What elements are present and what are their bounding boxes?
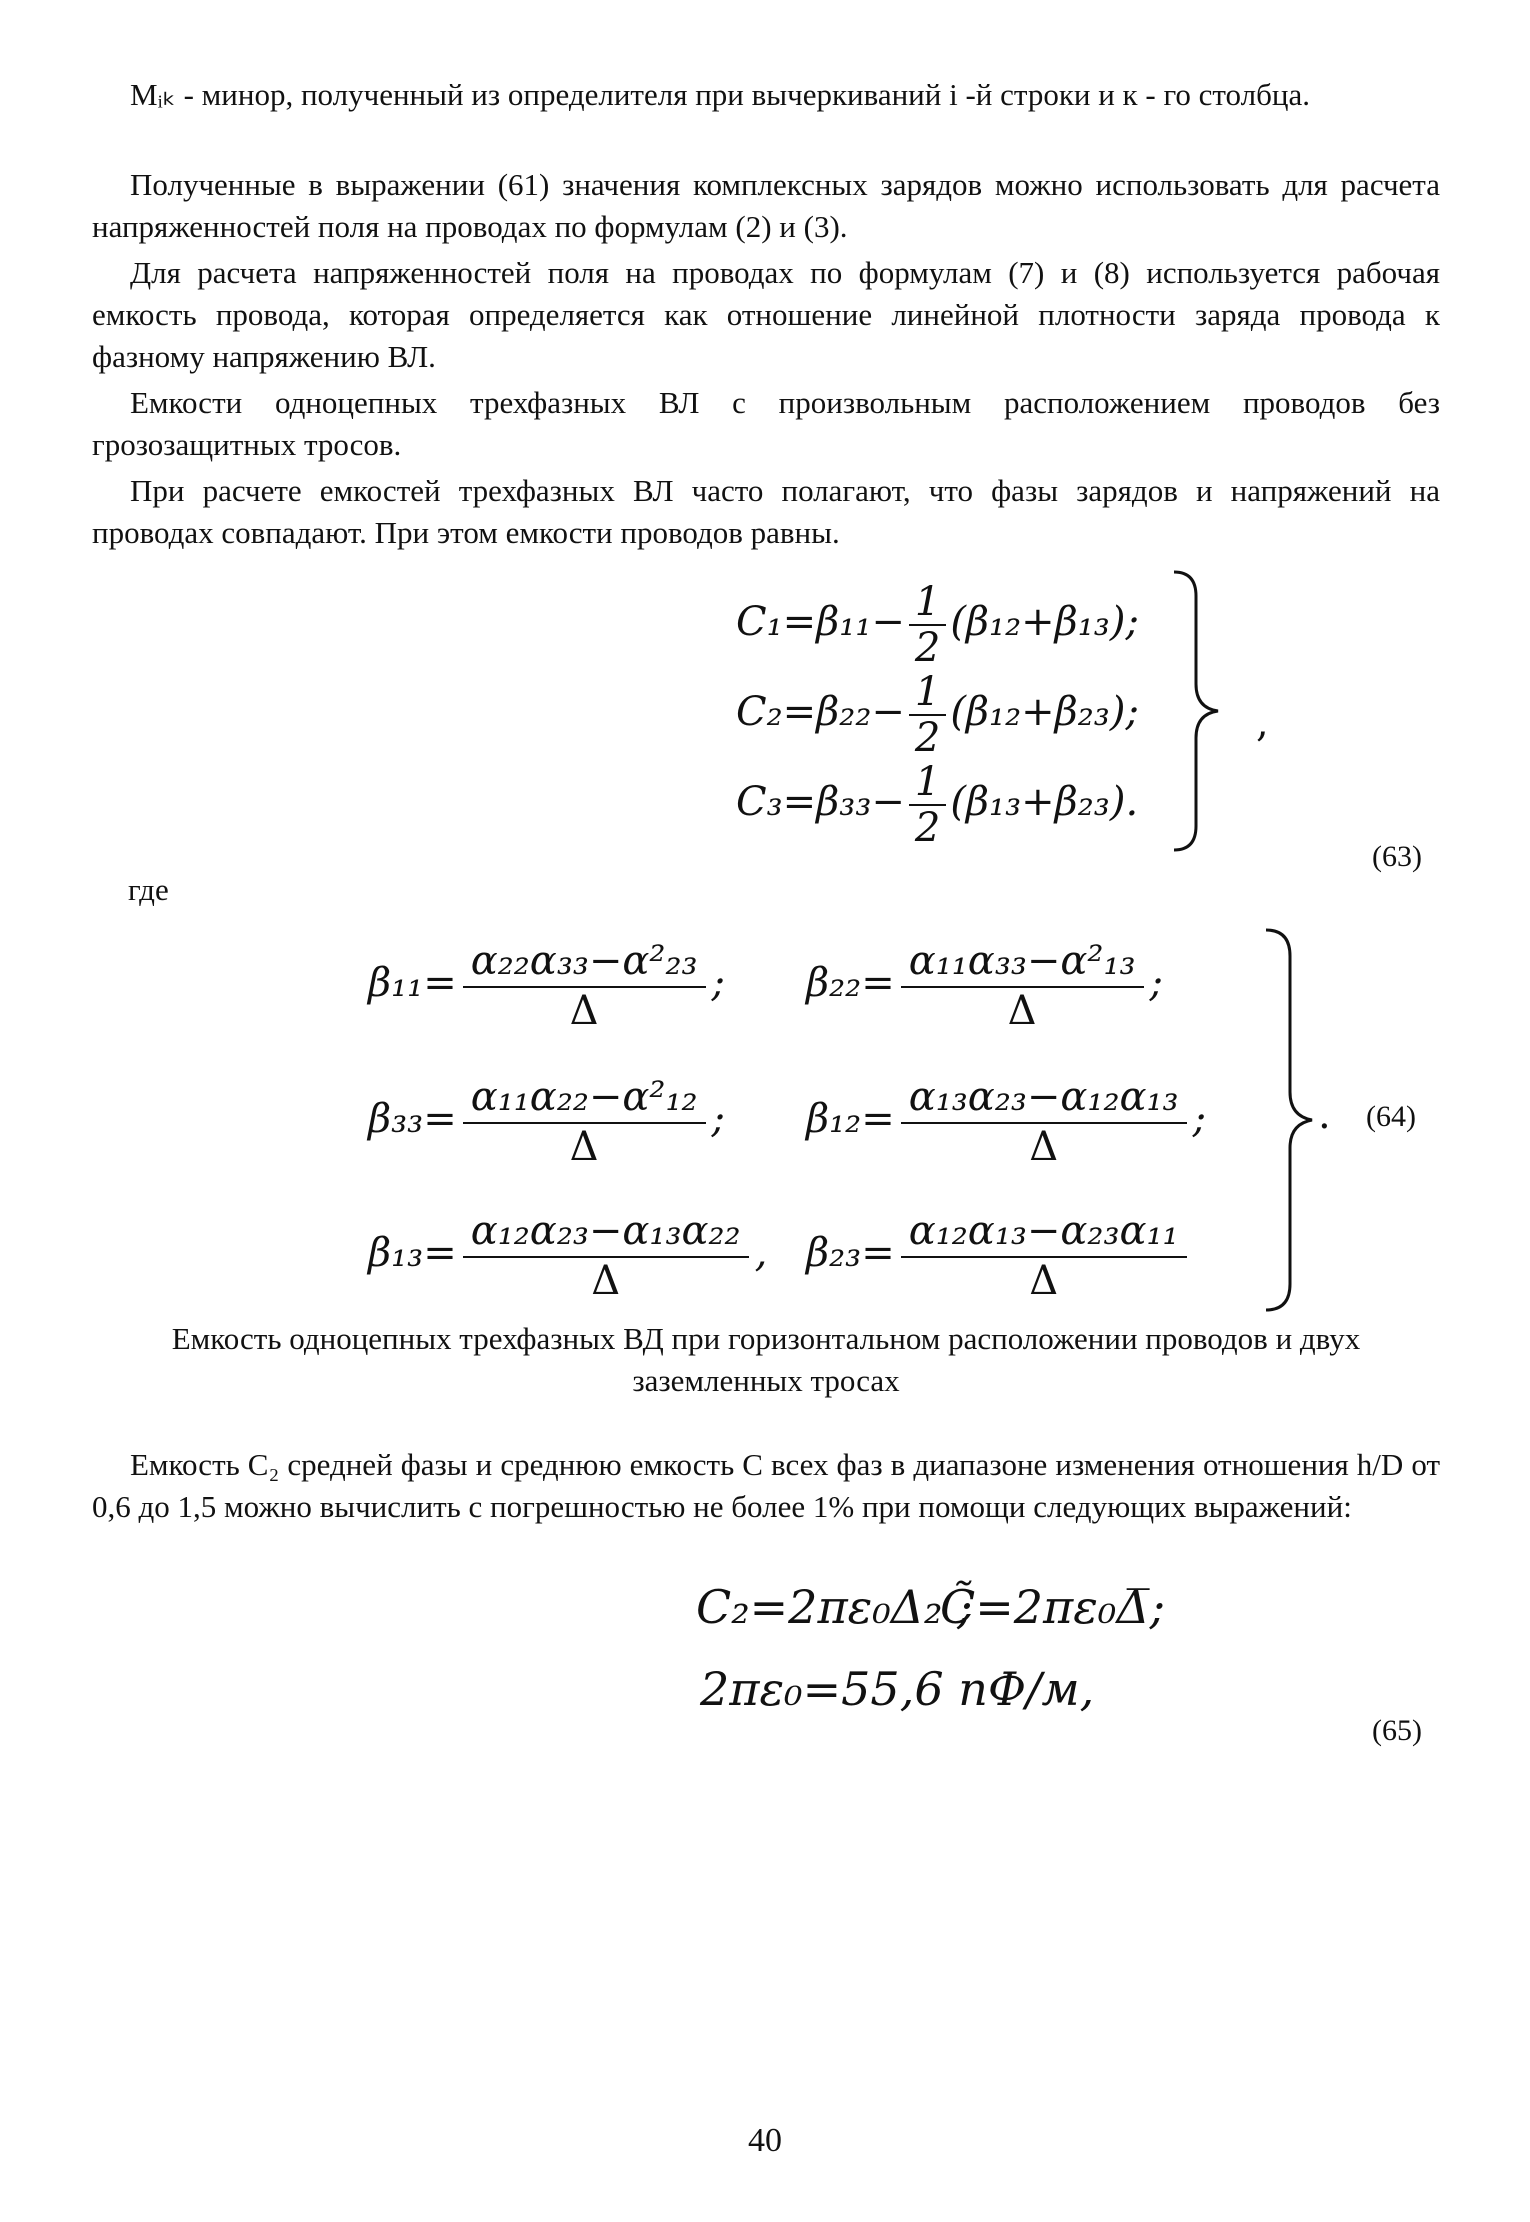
beta-23-definition: [806, 1208, 1193, 1304]
beta-13-numerator: α₁₂α₂₃−α₁₃α₂₂: [463, 1208, 749, 1258]
equation-number-64: (64): [1366, 1100, 1416, 1133]
half-den: 2: [914, 805, 941, 851]
right-brace-63: [1170, 566, 1230, 856]
beta-13-lhs: β₁₃=: [368, 1230, 457, 1276]
beta-22-numerator: α₁₁α₃₃−α²₁₃: [901, 938, 1144, 988]
beta-13-fraction: [463, 1208, 749, 1304]
beta-33-numerator: α₁₁α₂₂−α²₁₂: [463, 1074, 706, 1124]
eq63-line1-lhs: C₁=β₁₁−: [736, 599, 905, 645]
page-number: 40: [748, 2122, 782, 2159]
beta-22-fraction: [901, 938, 1144, 1034]
beta-23-lhs: β₂₃=: [806, 1230, 895, 1276]
section-heading: Емкость одноцепных трехфазных ВД при горизонтальном расположении проводов и двух заземленных тросах: [171, 1321, 1361, 1398]
beta-12-denominator: Δ: [1029, 1124, 1059, 1170]
beta-22-lhs: β₂₂=: [806, 960, 895, 1006]
beta-22-definition: [806, 938, 1163, 1034]
semicolon: ;: [1149, 960, 1163, 1006]
half-den: 2: [914, 715, 941, 761]
half-num: 1: [909, 670, 946, 716]
beta-33-lhs: β₃₃=: [368, 1096, 457, 1142]
where-label: где: [128, 872, 169, 907]
half-fraction: [909, 760, 946, 850]
half-den: 2: [914, 625, 941, 671]
beta-23-numerator: α₁₂α₁₃−α₂₃α₁₁: [901, 1208, 1187, 1258]
beta-11-denominator: Δ: [569, 988, 599, 1034]
eq63-line-2: [736, 670, 1139, 760]
semicolon: ;: [711, 960, 725, 1006]
beta-12-numerator: α₁₃α₂₃−α₁₂α₁₃: [901, 1074, 1187, 1124]
beta-11-lhs: β₁₁=: [368, 960, 457, 1006]
beta-13-denominator: Δ: [591, 1258, 621, 1304]
paragraph-working-capacitance: Для расчета напряженностей поля на проводах по формулам (7) и (8) используется рабочая емкость провода, которая определяется как отношение линейной плотности заряда провода к фазному напряжению ВЛ.: [92, 255, 1440, 374]
paragraph-complex-charges: Полученные в выражении (61) значения комплексных зарядов можно использовать для расчета напряженностей поля на проводах по формулам (2) и (3).: [92, 167, 1440, 244]
eq63-line1-rhs: (β₁₂+β₁₃);: [950, 599, 1139, 645]
semicolon: ;: [711, 1096, 725, 1142]
beta-11-fraction: [463, 938, 706, 1034]
eq63-trailing-comma: ,: [1256, 700, 1269, 746]
equation-number-63: (63): [1372, 840, 1422, 873]
half-num: 1: [909, 760, 946, 806]
eq63-line3-lhs: C₃=β₃₃−: [736, 779, 905, 825]
eq63-line2-rhs: (β₁₂+β₂₃);: [950, 689, 1139, 735]
beta-11-numerator: α₂₂α₃₃−α²₂₃: [463, 938, 706, 988]
eq63-line2-lhs: C₂=β₂₂−: [736, 689, 905, 735]
paragraph-average-capacitance: Емкость C₂ средней фазы и среднюю емкость C всех фаз в диапазоне изменения отношения h/D от 0,6 до 1,5 можно вычислить с погрешностью не более 1% при помощи следующих выражений:: [92, 1447, 1440, 1524]
beta-23-denominator: Δ: [1029, 1258, 1059, 1304]
beta-11-definition: [368, 938, 725, 1034]
paragraph-single-circuit-heading: Емкости одноцепных трехфазных ВЛ с произвольным расположением проводов без грозозащитных тросов.: [92, 385, 1440, 462]
eq64-trailing-dot: .: [1318, 1092, 1331, 1138]
half-fraction: [909, 670, 946, 760]
beta-22-denominator: Δ: [1007, 988, 1037, 1034]
comma: ,: [754, 1230, 768, 1276]
beta-12-definition: [806, 1074, 1206, 1170]
eq63-line-1: [736, 580, 1139, 670]
beta-12-lhs: β₁₂=: [806, 1096, 895, 1142]
eq65-constant: 2πε₀=55,6 пФ/м,: [700, 1662, 1095, 1716]
eq65-c-average: C̃=2πε₀Δ̅;: [940, 1580, 1166, 1634]
paragraph-minor-definition: Mᵢₖ - минор, полученный из определителя при вычеркиваний i -й строки и к - го столбца.: [130, 77, 1310, 112]
paragraph-phases-coincide: При расчете емкостей трехфазных ВЛ часто полагают, что фазы зарядов и напряжений на проводах совпадают. При этом емкости проводов равны.: [92, 473, 1440, 550]
beta-33-definition: [368, 1074, 725, 1170]
beta-33-fraction: [463, 1074, 706, 1170]
eq63-line3-rhs: (β₁₃+β₂₃).: [950, 779, 1139, 825]
beta-13-definition: [368, 1208, 767, 1304]
half-num: 1: [909, 580, 946, 626]
beta-12-fraction: [901, 1074, 1187, 1170]
eq65-c2: C₂=2πε₀Δ₂ ;: [696, 1580, 973, 1634]
equation-number-65: (65): [1372, 1714, 1422, 1747]
right-brace-64: [1262, 924, 1322, 1316]
half-fraction: [909, 580, 946, 670]
beta-33-denominator: Δ: [569, 1124, 599, 1170]
beta-23-fraction: [901, 1208, 1187, 1304]
eq63-line-3: [736, 760, 1138, 850]
semicolon: ;: [1192, 1096, 1207, 1142]
